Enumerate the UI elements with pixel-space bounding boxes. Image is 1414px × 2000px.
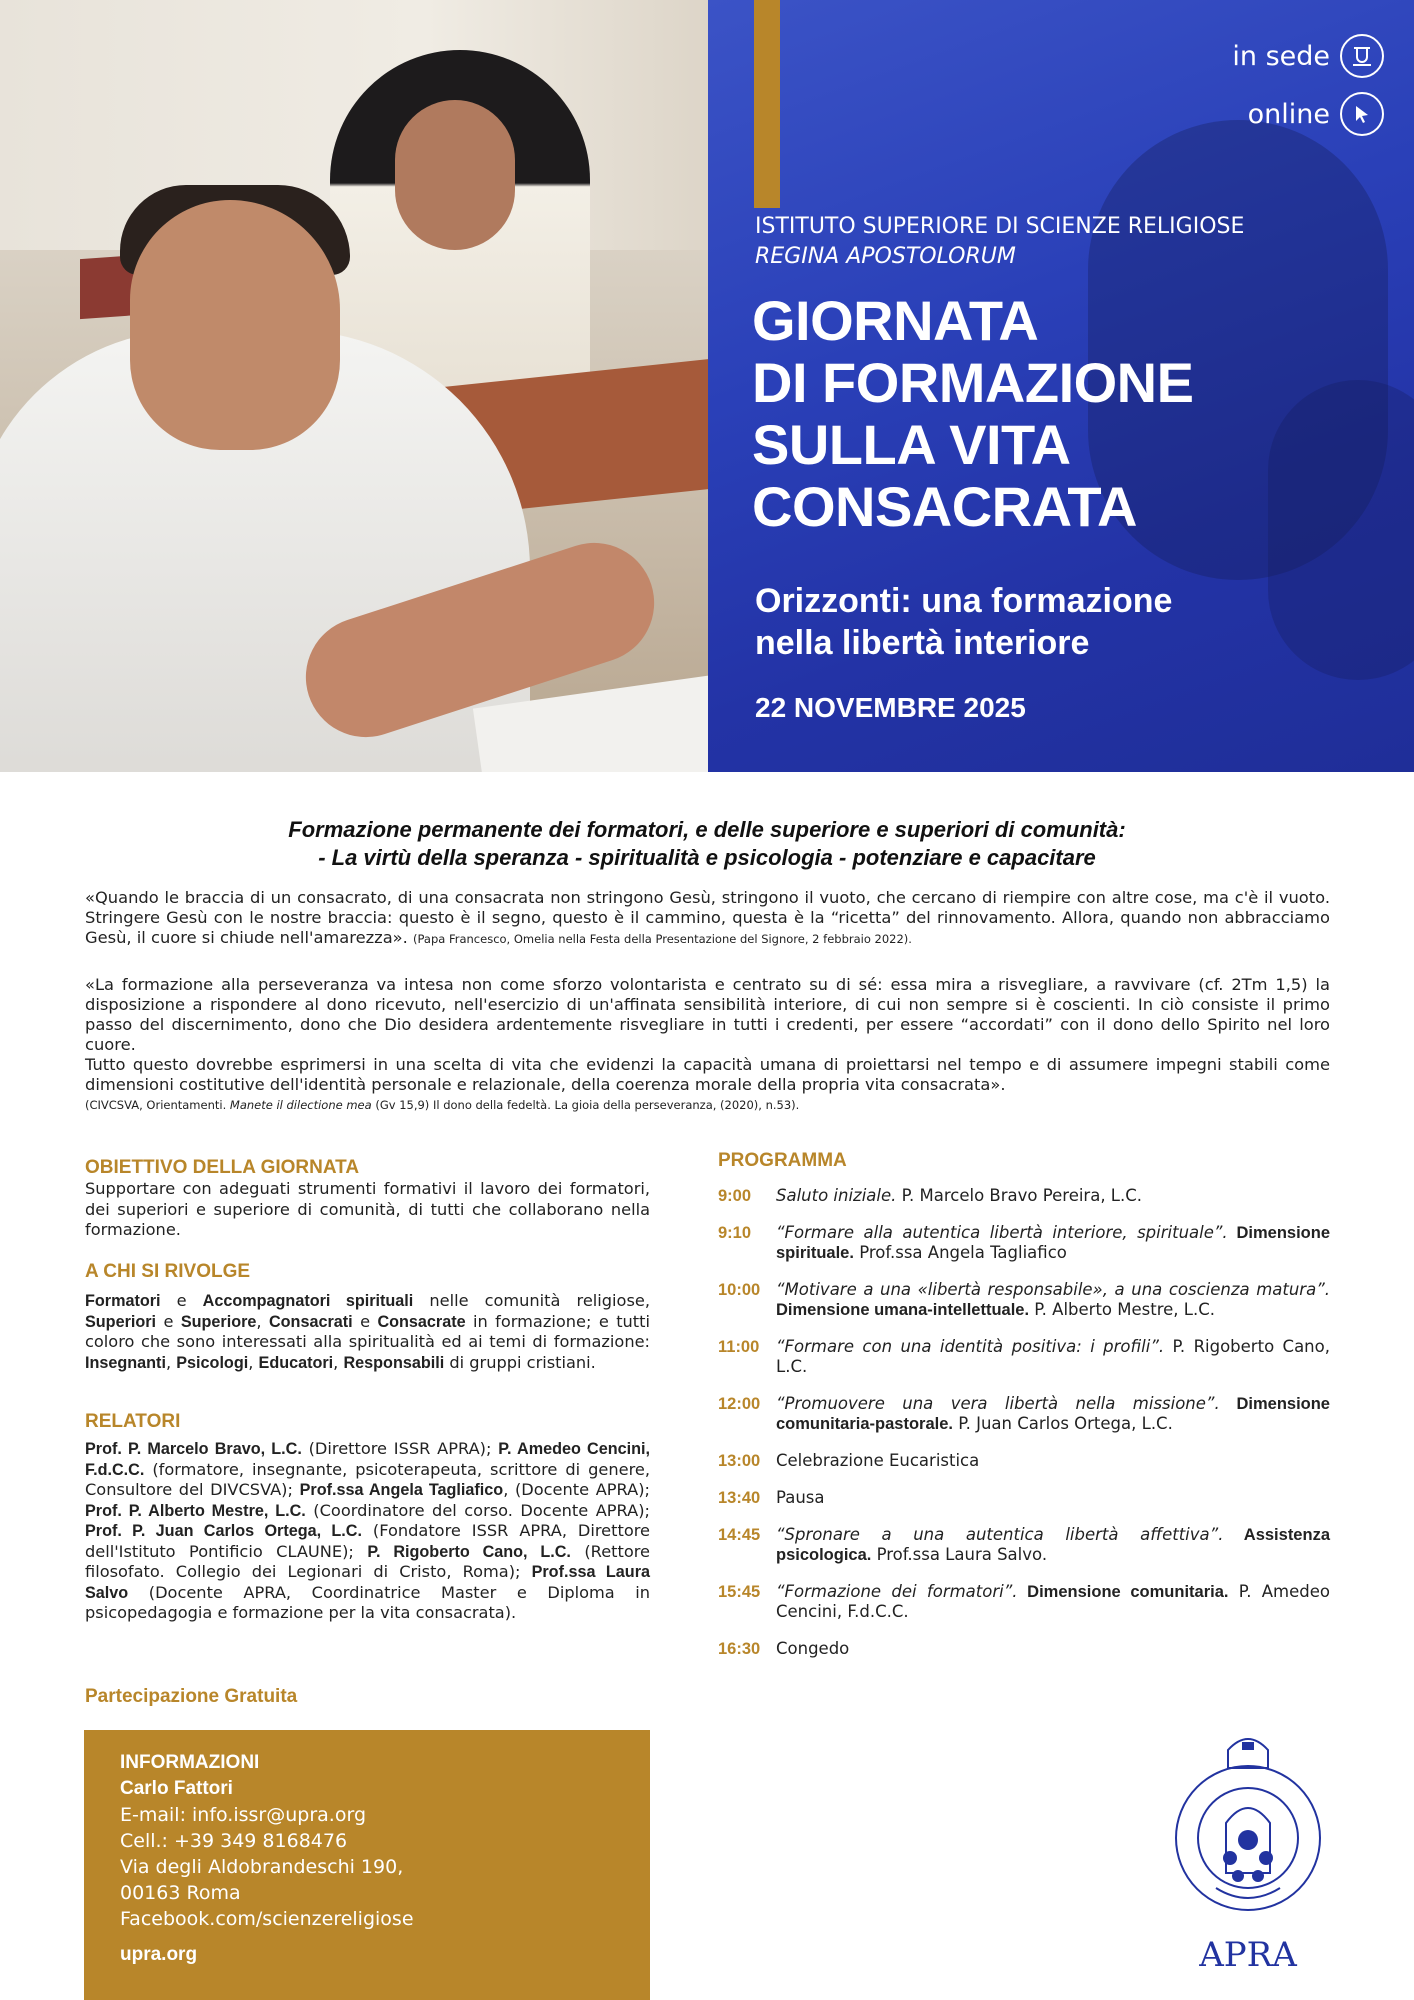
objective-heading: OBIETTIVO DELLA GIORNATA <box>85 1157 360 1178</box>
program-item: 13:00 Celebrazione Eucaristica <box>718 1451 980 1470</box>
gold-accent-bar <box>754 0 780 208</box>
program-item: 14:45 “Spronare a una autentica libertà affettiva”. Assistenza psicologica. Prof.ssa Laura Salvo. <box>718 1525 1330 1564</box>
program-item: 15:45 “Formazione dei formatori”. Dimensione comunitaria. P. Amedeo Cencini, F.d.C.C. <box>718 1582 1330 1621</box>
mode-in-sede: in sede <box>1232 34 1384 78</box>
contact-phone[interactable]: Cell.: +39 349 8168476 <box>120 1830 348 1852</box>
program-heading: PROGRAMMA <box>718 1150 847 1171</box>
program-item: 9:00 Saluto iniziale. P. Marcelo Bravo Pereira, L.C. <box>718 1186 1143 1205</box>
program-item: 16:30 Congedo <box>718 1639 850 1658</box>
hero-banner <box>0 0 1414 772</box>
mode-online: online <box>1248 92 1384 136</box>
free-participation: Partecipazione Gratuita <box>85 1686 298 1707</box>
contact-email[interactable]: E-mail: info.issr@upra.org <box>120 1804 366 1826</box>
audience-section <box>85 1261 650 1373</box>
info-heading: INFORMAZIONI <box>120 1752 260 1773</box>
audience-text: Formatori e Accompagnatori spirituali nelle comunità religiose, Superiori e Superiore, Consacrati e Consacrate in formazione; e tutti coloro che sono interessati alla spiritualità ed ai temi di formazione: Insegnanti, Psicologi, Educatori, Responsabili di gruppi cristiani. <box>85 1291 650 1372</box>
quote-civcsva: «La formazione alla perseveranza va intesa non come sforzo volontarista e centrato su di sé: essa mira a risvegliare, a ravvivare (cf. 2Tm 1,5) la disposizione a rispondere al dono ricevuto, nell'esercizio di un'affinata sensibilità interiore, di cui non sempre si è coscienti. In ciò consiste il primo passo del discernimento, dono che Dio desidera ardentemente risvegliare in tutti i credenti, per essere “accordati” con il dono dello Spirito nel loro cuore. Tutto questo dovrebbe esprimersi in una scelta di vita che evidenzi la capacità umana di proiettarsi nel tempo e di assumere impegni stabili come dimensioni costitutive dell'identità personale e relazionale, della coerenza morale della propria vita consacrata». (CIVCSVA, Orientamenti. Manete il dilectione mea (Gv 15,9) Il dono della fedeltà. La gioia della perseveranza, (2020), n.53). <box>85 975 1330 1112</box>
hero-photo <box>0 0 708 772</box>
program-item: 11:00 “Formare con una identità positiva: i profili”. P. Rigoberto Cano, L.C. <box>718 1337 1330 1376</box>
event-subtitle: Orizzonti: una formazione nella libertà interiore <box>755 582 1173 662</box>
program-item: 13:40 Pausa <box>718 1488 825 1507</box>
speakers-text: Prof. P. Marcelo Bravo, L.C. (Direttore ISSR APRA); P. Amedeo Cencini, F.d.C.C. (formatore, insegnante, psicoterapeuta, scrittore di genere, Consultore del DIVCSVA); Prof.ssa Angela Tagliafico, (Docente APRA); Prof. P. Alberto Mestre, L.C. (Coordinatore del corso. Docente APRA); Prof. P. Juan Carlos Ortega, L.C. (Fondatore ISSR APRA, Direttore dell'Istituto Pontificio CLAUNE); P. Rigoberto Cano, L.C. (Rettore filosofato. Collegio dei Legionari di Cristo, Roma); Prof.ssa Laura Salvo (Docente APRA, Coordinatrice Master e Diploma in psicopedagogia e formazione per la vita consacrata). <box>85 1439 651 1622</box>
quote-pope-francis: «Quando le braccia di un consacrato, di una consacrata non stringono Gesù, stringono il vuoto, che cercano di riempire con altre cose, ma c'è il vuoto. Stringere Gesù con le nostre braccia: questo è il segno, questo è il cammino, questa è la “ricetta” del rinnovamento. Allora, quando non abbracciamo Gesù, il cuore si chiude nell'amarezza». (Papa Francesco, Omelia nella Festa della Presentazione del Signore, 2 febbraio 2022). <box>85 888 1330 947</box>
event-date: 22 NOVEMBRE 2025 <box>755 692 1026 723</box>
contact-name: Carlo Fattori <box>120 1778 233 1799</box>
objective-text: Supportare con adeguati strumenti formativi il lavoro dei formatori, dei superiori e superiore di comunità, di tutti che collaborano nella formazione. <box>85 1179 650 1239</box>
apra-logo-label: APRA <box>1199 1935 1297 1975</box>
program-section <box>718 1150 1330 1676</box>
program-item: 9:10 “Formare alla autentica libertà interiore, spirituale”. Dimensione spirituale. Prof.ssa Angela Tagliafico <box>718 1223 1330 1262</box>
website-link[interactable]: upra.org <box>120 1944 198 1965</box>
theme-heading: Formazione permanente dei formatori, e delle superiore e superiori di comunità: - La virtù della speranza - spiritualità e psicologia - potenziare e capacitare <box>288 817 1126 870</box>
program-item: 10:00 “Motivare a una «libertà responsabile», a una coscienza matura”. Dimensione umana-intellettuale. P. Alberto Mestre, L.C. <box>718 1280 1330 1319</box>
speakers-section <box>85 1411 650 1624</box>
apra-logo <box>1168 1728 1328 1976</box>
program-item: 12:00 “Promuovere una vera libertà nella missione”. Dimensione comunitaria-pastorale. P. Juan Carlos Ortega, L.C. <box>718 1394 1330 1433</box>
institute-name: ISTITUTO SUPERIORE DI SCIENZE RELIGIOSE REGINA APOSTOLORUM <box>755 214 1245 269</box>
event-title: GIORNATA DI FORMAZIONE SULLA VITA CONSACRATA <box>752 289 1194 538</box>
audience-heading: A CHI SI RIVOLGE <box>85 1261 251 1282</box>
facebook-link[interactable]: Facebook.com/scienzereligiose <box>120 1908 414 1930</box>
speakers-heading: RELATORI <box>85 1411 181 1432</box>
university-icon <box>1340 34 1384 78</box>
contact-city: 00163 Roma <box>120 1882 241 1904</box>
contact-address: Via degli Aldobrandeschi 190, <box>120 1856 404 1878</box>
info-box <box>84 1730 650 2000</box>
cursor-icon <box>1340 92 1384 136</box>
objective-section <box>85 1157 650 1241</box>
